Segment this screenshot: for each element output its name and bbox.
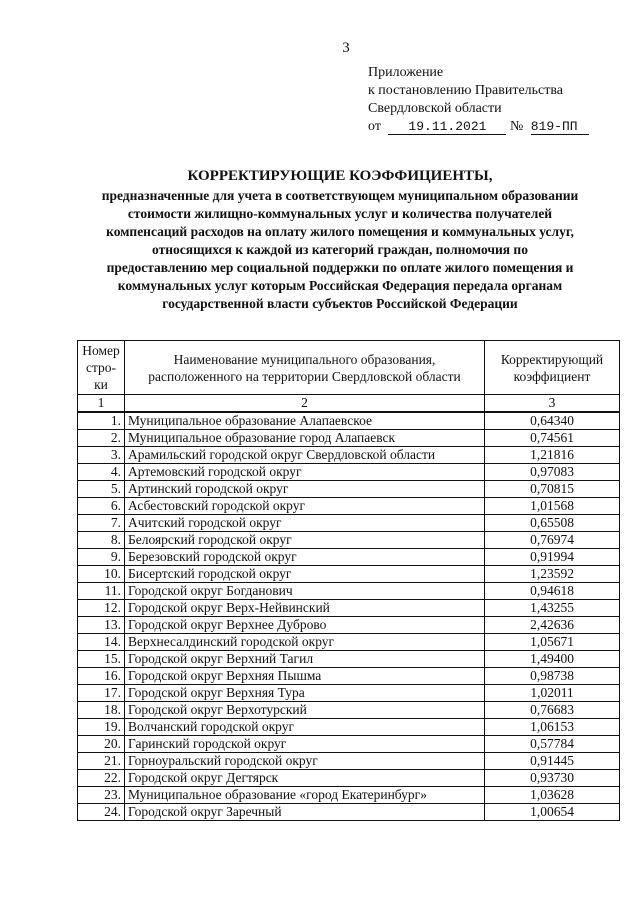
municipality-name: Артемовский городской округ [125, 464, 485, 481]
title-line: предоставлению мер социальной поддержки по оплате жилого помещения и [106, 260, 574, 275]
row-number: 13. [78, 617, 125, 634]
municipality-name: Волчанский городской округ [125, 719, 485, 736]
table-row [78, 668, 620, 685]
municipality-name: Асбестовский городской округ [125, 498, 485, 515]
appendix-date-line [368, 118, 589, 136]
table-row [78, 804, 620, 821]
row-number: 23. [78, 787, 125, 804]
table-row [78, 651, 620, 668]
row-number: 22. [78, 770, 125, 787]
coefficient-value: 0,65508 [485, 515, 620, 532]
coefficient-value: 1,00654 [485, 804, 620, 821]
municipality-name: Городской округ Верхний Тагил [125, 651, 485, 668]
row-number: 17. [78, 685, 125, 702]
table-row [78, 702, 620, 719]
decree-date: 19.11.2021 [388, 119, 506, 135]
appendix-line-3: Свердловской области [368, 101, 502, 116]
row-number: 20. [78, 736, 125, 753]
page-number: 3 [342, 40, 350, 56]
coefficient-value: 0,76683 [485, 702, 620, 719]
coefficient-value: 2,42636 [485, 617, 620, 634]
coefficient-value: 1,01568 [485, 498, 620, 515]
coefficient-value: 0,93730 [485, 770, 620, 787]
municipality-name: Городской округ Дегтярск [125, 770, 485, 787]
coefficient-value: 0,91994 [485, 549, 620, 566]
municipality-name: Муниципальное образование город Алапаевск [125, 430, 485, 447]
row-number: 9. [78, 549, 125, 566]
table-row [78, 583, 620, 600]
table-row [78, 753, 620, 770]
table-row [78, 515, 620, 532]
coefficient-value: 0,70815 [485, 481, 620, 498]
coefficient-value: 1,03628 [485, 787, 620, 804]
header-row-number: Номер стро-ки [78, 341, 125, 395]
table-row [78, 549, 620, 566]
column-index: 3 [485, 395, 620, 413]
coefficient-value: 0,91445 [485, 753, 620, 770]
header-coefficient: Корректирующий коэффициент [485, 341, 620, 395]
municipality-name: Бисертский городской округ [125, 566, 485, 583]
coefficient-value: 0,94618 [485, 583, 620, 600]
coefficient-value: 0,97083 [485, 464, 620, 481]
row-number: 15. [78, 651, 125, 668]
table-row [78, 600, 620, 617]
row-number: 8. [78, 532, 125, 549]
appendix-block [368, 64, 589, 136]
table-row [78, 430, 620, 447]
coefficient-value: 1,21816 [485, 447, 620, 464]
coefficient-value: 0,57784 [485, 736, 620, 753]
appendix-line-2: к постановлению Правительства [368, 83, 564, 98]
title-line: государственной власти субъектов Российской Федерации [162, 296, 518, 311]
row-number: 16. [78, 668, 125, 685]
table-row [78, 447, 620, 464]
table-row [78, 617, 620, 634]
table-header-row [78, 341, 620, 395]
row-number: 19. [78, 719, 125, 736]
municipality-name: Муниципальное образование Алапаевское [125, 412, 485, 430]
column-index: 2 [125, 395, 485, 413]
column-index: 1 [78, 395, 125, 413]
municipality-name: Городской округ Верхняя Тура [125, 685, 485, 702]
table-row [78, 736, 620, 753]
municipality-name: Артинский городской округ [125, 481, 485, 498]
row-number: 2. [78, 430, 125, 447]
table-row [78, 770, 620, 787]
row-number: 14. [78, 634, 125, 651]
municipality-name: Городской округ Верхняя Пышма [125, 668, 485, 685]
municipality-name: Ачитский городской округ [125, 515, 485, 532]
row-number: 18. [78, 702, 125, 719]
table-row [78, 634, 620, 651]
coefficient-value: 1,49400 [485, 651, 620, 668]
municipality-name: Белоярский городской округ [125, 532, 485, 549]
municipality-name: Горноуральский городской округ [125, 753, 485, 770]
coefficient-value: 1,43255 [485, 600, 620, 617]
decree-number: 819-ПП [531, 119, 589, 135]
row-number: 21. [78, 753, 125, 770]
row-number: 11. [78, 583, 125, 600]
row-number: 4. [78, 464, 125, 481]
table-row [78, 685, 620, 702]
table-row [78, 498, 620, 515]
municipality-name: Арамильский городской округ Свердловской области [125, 447, 485, 464]
title-heading: КОРРЕКТИРУЮЩИЕ КОЭФФИЦИЕНТЫ, [187, 168, 493, 184]
coefficient-value: 0,64340 [485, 412, 620, 430]
row-number: 12. [78, 600, 125, 617]
date-prefix: от [368, 119, 381, 134]
coefficient-value: 1,05671 [485, 634, 620, 651]
title-line: компенсаций расходов на оплату жилого помещения и коммунальных услуг, [106, 224, 574, 239]
header-municipality: Наименование муниципального образования, расположенного на территории Свердловской области [125, 341, 485, 395]
municipality-name: Гаринский городской округ [125, 736, 485, 753]
row-number: 1. [78, 412, 125, 430]
table-row [78, 532, 620, 549]
row-number: 7. [78, 515, 125, 532]
municipality-name: Муниципальное образование «город Екатеринбург» [125, 787, 485, 804]
title-line: относящихся к каждой из категорий граждан, полномочия по [152, 242, 528, 257]
coefficient-value: 0,76974 [485, 532, 620, 549]
row-number: 24. [78, 804, 125, 821]
coefficient-value: 1,06153 [485, 719, 620, 736]
column-index-row [78, 395, 620, 413]
document-title [60, 166, 620, 313]
table-row [78, 787, 620, 804]
municipality-name: Березовский городской округ [125, 549, 485, 566]
row-number: 3. [78, 447, 125, 464]
title-line: коммунальных услуг которым Российская Федерация передала органам [117, 278, 563, 293]
table-row [78, 719, 620, 736]
coefficient-value: 0,98738 [485, 668, 620, 685]
coefficient-value: 1,02011 [485, 685, 620, 702]
municipality-name: Городской округ Богданович [125, 583, 485, 600]
table-row [78, 481, 620, 498]
title-line: предназначенные для учета в соответствующем муниципальном образовании [101, 188, 579, 203]
coefficient-value: 1,23592 [485, 566, 620, 583]
municipality-name: Городской округ Верхотурский [125, 702, 485, 719]
municipality-name: Городской округ Верхнее Дуброво [125, 617, 485, 634]
appendix-line-1: Приложение [368, 65, 444, 80]
row-number: 6. [78, 498, 125, 515]
municipality-name: Городской округ Верх-Нейвинский [125, 600, 485, 617]
table-row [78, 566, 620, 583]
table-row [78, 464, 620, 481]
municipality-name: Верхнесалдинский городской округ [125, 634, 485, 651]
title-line: стоимости жилищно-коммунальных услуг и количества получателей [127, 206, 553, 221]
row-number: 10. [78, 566, 125, 583]
municipality-name: Городской округ Заречный [125, 804, 485, 821]
coefficient-value: 0,74561 [485, 430, 620, 447]
number-prefix: № [509, 119, 524, 134]
coefficients-table [77, 340, 620, 821]
row-number: 5. [78, 481, 125, 498]
table-row [78, 412, 620, 430]
